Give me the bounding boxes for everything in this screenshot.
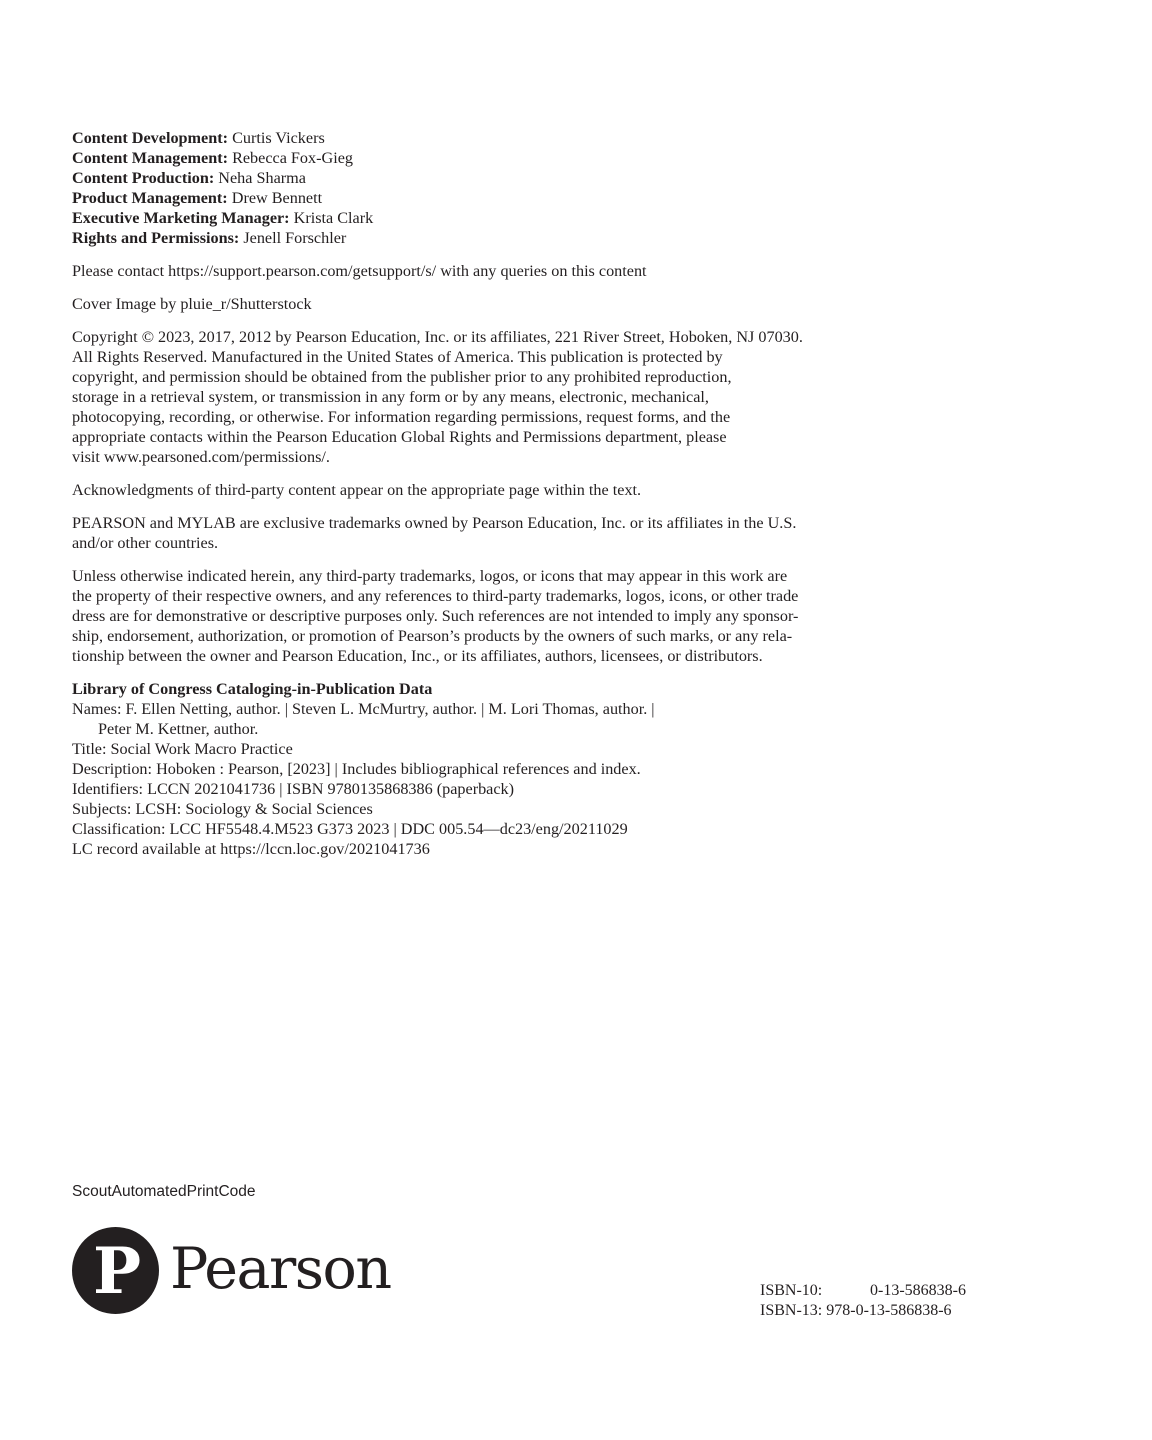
cip-title: Title: Social Work Macro Practice [72, 740, 293, 758]
pearson-wordmark: Pearson [170, 1236, 391, 1302]
third-party-notice: Unless otherwise indicated herein, any third-party trademarks, logos, or icons that may appear in this work are the property of their respective owners, and any references to third-party trademarks, logos, icons, or other trade dress are for demonstrative or descriptive purposes only. Such references are not intended to imply any sponsor- ship, endorsement, authorization, or promotion of Pearson’s products by the owners of such marks, or any rela- tionship between the owner and Pearson Education, Inc., or its affiliates, authors, licensees, or distributors. [72, 567, 799, 665]
acknowledgments-text: Acknowledgments of third-party content appear on the appropriate page within the text. [72, 481, 642, 499]
credit-line: Content Development: Curtis Vickers [72, 129, 325, 147]
trademark-notice: PEARSON and MYLAB are exclusive trademarks owned by Pearson Education, Inc. or its affiliates in the U.S. and/or other countries. [72, 514, 797, 552]
contact-text: Please contact https://support.pearson.com/getsupport/s/ with any queries on this content [72, 262, 647, 280]
isbn-13: ISBN-13: 978-0-13-586838-6 [760, 1302, 952, 1319]
cover-image-credit: Cover Image by pluie_r/Shutterstock [72, 295, 312, 313]
cip-block [72, 679, 972, 859]
cip-names-cont: Peter M. Kettner, author. [98, 720, 259, 738]
svg-text:P: P [92, 1234, 142, 1309]
isbn-10: ISBN-10: 0-13-586838-6 [760, 1282, 966, 1299]
copyright-page [72, 128, 972, 859]
cip-names: Names: F. Ellen Netting, author. | Steven L. McMurtry, author. | M. Lori Thomas, author. | [72, 700, 655, 718]
credit-line: Product Management: Drew Bennett [72, 189, 323, 207]
cip-description: Description: Hoboken : Pearson, [2023] | Includes bibliographical references and index. [72, 760, 641, 778]
isbn-block [760, 1281, 966, 1321]
credits-block [72, 128, 972, 248]
cip-classification: Classification: LCC HF5548.4.M523 G373 2023 | DDC 005.54—dc23/eng/20211029 [72, 820, 628, 838]
credit-line: Content Production: Neha Sharma [72, 169, 306, 187]
credit-line: Executive Marketing Manager: Krista Clark [72, 209, 374, 227]
copyright-notice: Copyright © 2023, 2017, 2012 by Pearson Education, Inc. or its affiliates, 221 River Street, Hoboken, NJ 07030. All Rights Reserved. Manufactured in the United States of America. This publication is protected by copyright, and permission should be obtained from the publisher prior to any prohibited reproduction, storage in a retrieval system, or transmission in any form or by any means, electronic, mechanical, photocopying, recording, or otherwise. For information regarding permissions, request forms, and the appropriate contacts within the Pearson Education Global Rights and Permissions department, please visit www.pearsoned.com/permissions/. [72, 328, 803, 466]
pearson-logo [72, 1227, 402, 1317]
credit-line: Rights and Permissions: Jenell Forschler [72, 229, 347, 247]
cip-identifiers: Identifiers: LCCN 2021041736 | ISBN 9780135868386 (paperback) [72, 780, 515, 798]
pearson-mark-icon [72, 1227, 159, 1314]
cip-subjects: Subjects: LCSH: Sociology & Social Sciences [72, 800, 373, 818]
cip-record: LC record available at https://lccn.loc.gov/2021041736 [72, 840, 430, 858]
cip-heading: Library of Congress Cataloging-in-Publication Data [72, 680, 433, 698]
credit-line: Content Management: Rebecca Fox-Gieg [72, 149, 353, 167]
print-code: ScoutAutomatedPrintCode [72, 1183, 256, 1200]
